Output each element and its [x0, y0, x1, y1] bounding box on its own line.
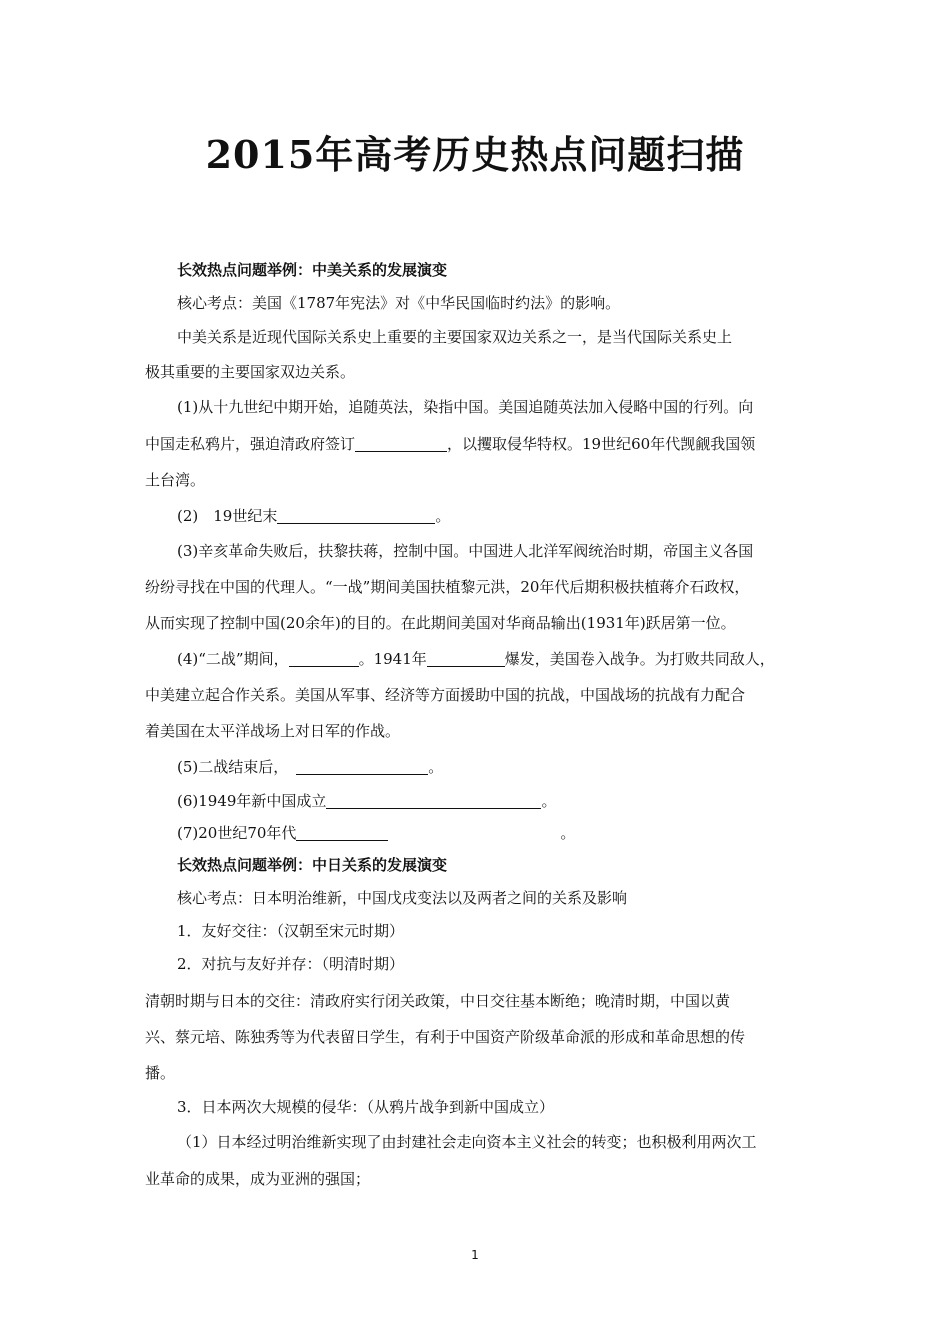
meiji-line-2: 业革命的成果，成为亚洲的强国；: [145, 1170, 371, 1188]
item4-line-2: 中美建立起合作关系。美国从军事、经济等方面援助中国的抗战，中国战场的抗战有力配合: [145, 686, 746, 704]
item7-line: (7)20世纪70年代 。: [177, 824, 576, 842]
item4-line-3: 着美国在太平洋战场上对日军的作战。: [145, 722, 401, 740]
item5-line: (5)二战结束后， 。: [177, 758, 444, 776]
answer-blank[interactable]: [277, 508, 435, 524]
qing-line-1: 清朝时期与日本的交往：清政府实行闭关政策，中日交往基本断绝；晚清时期，中国以黄: [145, 992, 731, 1010]
point-1: 1．友好交往：（汉朝至宋元时期）: [177, 922, 405, 940]
item1-line-3: 土台湾。: [145, 471, 206, 489]
answer-blank[interactable]: [355, 436, 447, 452]
item2-line: (2) 19世纪末 。: [177, 507, 451, 525]
intro-line-2: 极其重要的主要国家双边关系。: [145, 363, 356, 381]
core-point-sino-japan: 核心考点：日本明治维新，中国戊戌变法以及两者之间的关系及影响: [177, 889, 628, 907]
core-point-sino-us: 核心考点：美国《1787年宪法》对《中华民国临时约法》的影响。: [177, 294, 621, 312]
item3-line-1: (3)辛亥革命失败后，扶黎扶蒋，控制中国。中国进人北洋军阀统治时期，帝国主义各国: [177, 542, 754, 560]
intro-line-1: 中美关系是近现代国际关系史上重要的主要国家双边关系之一，是当代国际关系史上: [177, 328, 733, 346]
qing-line-3: 播。: [145, 1064, 176, 1082]
item3-line-3: 从而实现了控制中国(20余年)的目的。在此期间美国对华商品输出(1931年)跃居第一位。: [145, 614, 736, 632]
qing-line-2: 兴、蔡元培、陈独秀等为代表留日学生，有利于中国资产阶级革命派的形成和革命思想的传: [145, 1028, 746, 1046]
item4-line-1: (4)“二战”期间， 。1941年 爆发，美国卷入战争。为打败共同敌人，: [177, 650, 775, 668]
meiji-line-1: （1）日本经过明治维新实现了由封建社会走向资本主义社会的转变；也积极利用两次工: [177, 1133, 757, 1151]
answer-blank[interactable]: [289, 651, 359, 667]
answer-blank[interactable]: [296, 759, 428, 775]
item1-line-2: 中国走私鸦片，强迫清政府签订 ，以攫取侵华特权。19世纪60年代觊觎我国领: [145, 435, 756, 453]
item3-line-2: 纷纷寻找在中国的代理人。“一战”期间美国扶植黎元洪，20年代后期积极扶植蒋介石政权，: [145, 578, 750, 596]
item6-line: (6)1949年新中国成立 。: [177, 792, 557, 810]
answer-blank[interactable]: [427, 651, 505, 667]
answer-blank[interactable]: [326, 793, 541, 809]
item1-line-1: (1)从十九世纪中期开始，追随英法，染指中国。美国追随英法加入侵略中国的行列。向: [177, 398, 754, 416]
page-number: 1: [471, 1248, 479, 1262]
point-3: 3．日本两次大规模的侵华：（从鸦片战争到新中国成立）: [177, 1098, 555, 1116]
answer-blank[interactable]: [296, 825, 388, 841]
section-heading-sino-japan: 长效热点问题举例：中日关系的发展演变: [177, 856, 448, 874]
page-title: 2015年高考历史热点问题扫描: [205, 132, 745, 177]
point-2: 2．对抗与友好并存：（明清时期）: [177, 955, 405, 973]
section-heading-sino-us: 长效热点问题举例：中美关系的发展演变: [177, 261, 448, 279]
